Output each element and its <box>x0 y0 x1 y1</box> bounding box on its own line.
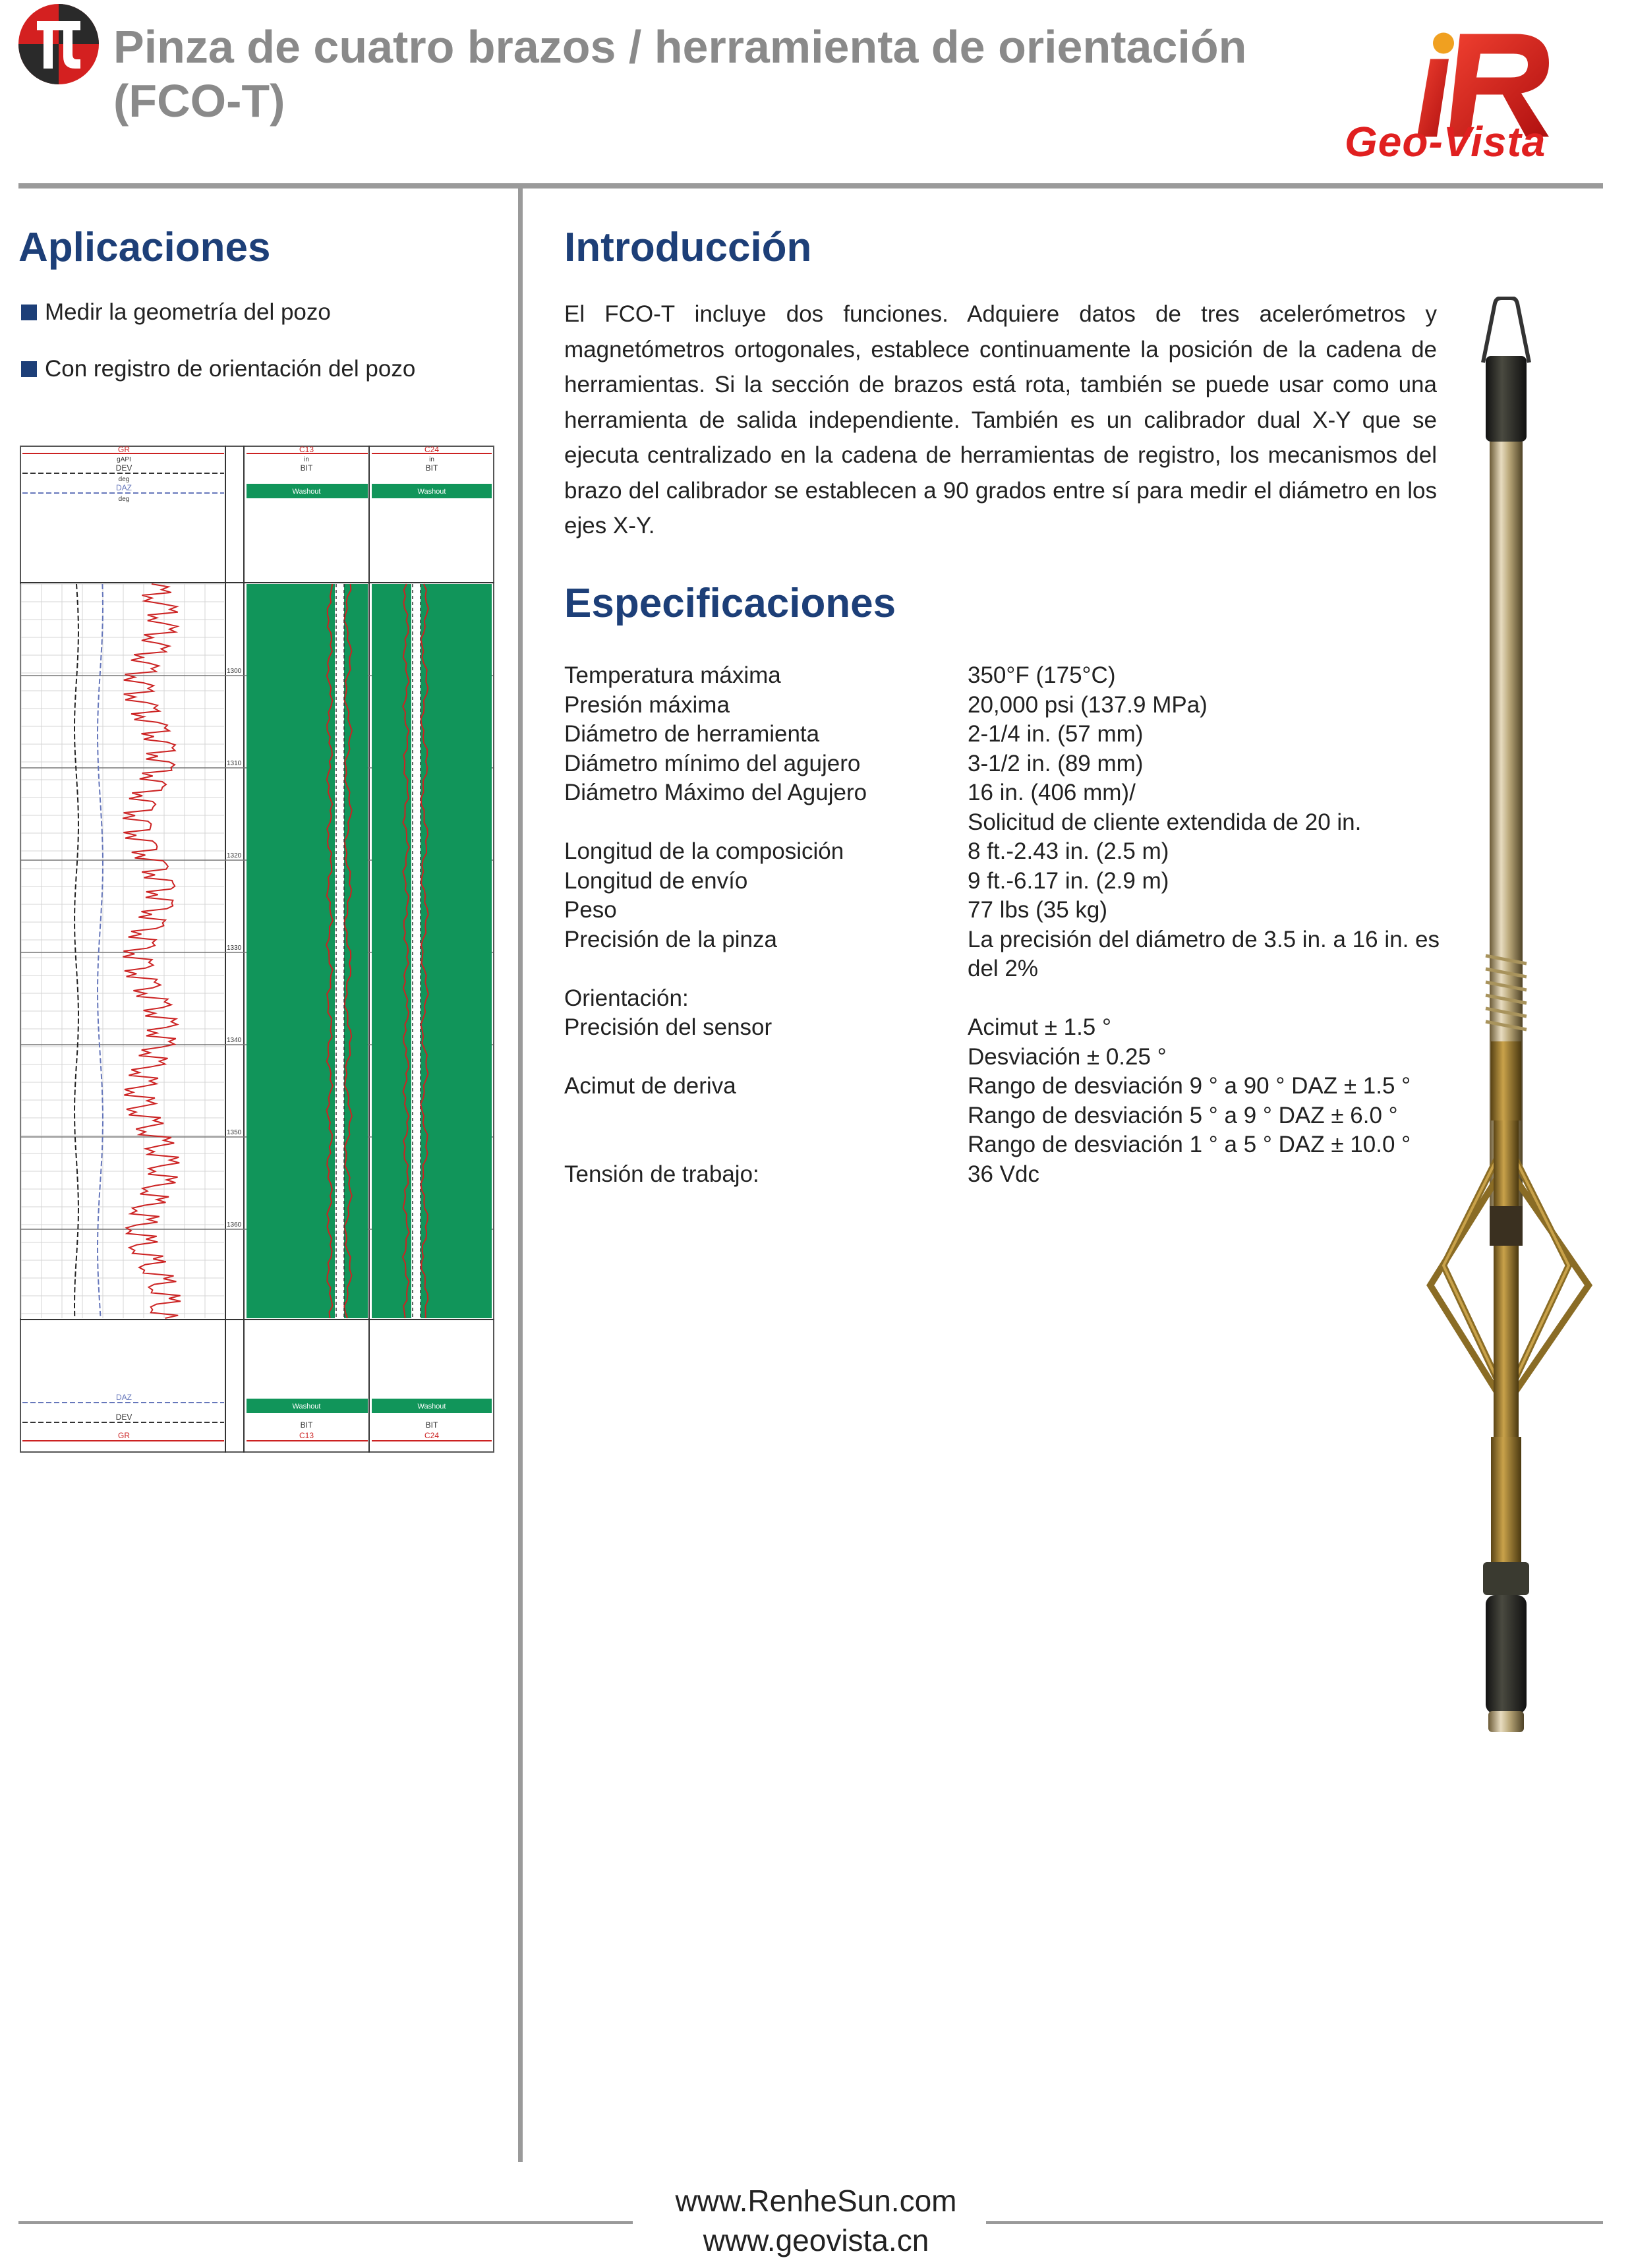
spec-label: Orientación: <box>564 985 689 1011</box>
log-depth-label: 1300 <box>227 668 242 675</box>
spec-label: Longitud de la composición <box>564 838 844 864</box>
spec-label: Diámetro Máximo del Agujero <box>564 780 867 805</box>
spec-label: Diámetro de herramienta <box>564 721 820 747</box>
application-item <box>21 299 331 326</box>
spec-value: 9 ft.-6.17 in. (2.9 m) <box>968 867 1169 894</box>
log-curve-c13-bottom: C13 <box>299 1431 314 1440</box>
spec-value: 350°F (175°C) <box>968 662 1116 688</box>
header-divider <box>18 183 1603 189</box>
spec-row <box>564 1013 1474 1043</box>
footer-divider-right <box>986 2221 1603 2224</box>
spec-row <box>564 778 1474 808</box>
spec-label: Temperatura máxima <box>564 662 781 688</box>
spec-label: Peso <box>564 897 617 923</box>
log-depth-label: 1350 <box>227 1129 242 1136</box>
log-unit-daz: deg <box>118 496 130 503</box>
spec-row <box>564 984 1474 1014</box>
log-bit-c13: BIT <box>300 463 313 473</box>
log-curve-daz: DAZ <box>116 483 132 492</box>
footer-link-renhesun[interactable]: www.RenheSun.com <box>675 2184 957 2218</box>
spec-row <box>564 749 1474 779</box>
log-curve-gr: GR <box>118 446 130 454</box>
spec-label: Tensión de trabajo: <box>564 1161 759 1187</box>
spec-label <box>564 1130 968 1160</box>
introduction-heading: Introducción <box>564 225 812 270</box>
spec-row <box>564 808 1474 838</box>
spec-row <box>564 1160 1474 1190</box>
spec-row <box>564 954 1474 984</box>
spec-label <box>564 1043 968 1072</box>
spec-value: 2-1/4 in. (57 mm) <box>968 721 1144 747</box>
applications-heading: Aplicaciones <box>18 225 271 270</box>
spec-label <box>564 808 968 838</box>
spec-label: Precisión del sensor <box>564 1014 772 1040</box>
log-depth-label: 1310 <box>227 760 242 767</box>
spec-value: La precisión del diámetro de 3.5 in. a 16 in. es <box>968 926 1440 952</box>
log-fill-label: Washout <box>417 1403 446 1410</box>
log-bit-c24: BIT <box>425 463 438 473</box>
specifications-table <box>564 661 1474 1189</box>
spec-row <box>564 1072 1474 1101</box>
title-line-2: (FCO-T) <box>113 75 285 127</box>
spec-value: Rango de desviación 1 ° a 5 ° DAZ ± 10.0 ° <box>968 1132 1411 1157</box>
log-curve-c13: C13 <box>299 446 314 454</box>
spec-value: Desviación ± 0.25 ° <box>968 1043 1167 1070</box>
spec-label: Acimut de deriva <box>564 1073 736 1099</box>
log-curve-dev: DEV <box>115 463 132 473</box>
title-line-1: Pinza de cuatro brazos / herramienta de orientación <box>113 21 1247 73</box>
log-curve-daz-bottom: DAZ <box>116 1393 132 1402</box>
spec-label: Diámetro mínimo del agujero <box>564 750 861 776</box>
log-unit-dev: deg <box>118 476 130 483</box>
application-item-label: Con registro de orientación del pozo <box>45 356 416 382</box>
spec-value: 16 in. (406 mm)/ <box>968 780 1136 805</box>
application-item-label: Medir la geometría del pozo <box>45 299 331 325</box>
bullet-square-icon <box>21 305 37 320</box>
spec-value: del 2% <box>968 956 1039 981</box>
page-title <box>113 20 1300 128</box>
spec-row <box>564 1130 1474 1160</box>
spec-value <box>968 984 1455 1014</box>
spec-value: 36 Vdc <box>968 1161 1039 1187</box>
log-washout-fill <box>372 584 492 1318</box>
spec-label <box>564 1101 968 1131</box>
specifications-heading: Especificaciones <box>564 581 896 626</box>
spec-row <box>564 691 1474 720</box>
spec-row <box>564 720 1474 749</box>
spec-value: 8 ft.-2.43 in. (2.5 m) <box>968 838 1169 864</box>
log-bit-c24-bottom: BIT <box>425 1420 438 1430</box>
spec-row <box>564 661 1474 691</box>
log-curve-c24: C24 <box>424 446 440 454</box>
log-depth-label: 1330 <box>227 945 242 952</box>
spec-label <box>564 954 968 984</box>
column-divider <box>518 189 523 2162</box>
application-item <box>21 356 415 382</box>
spec-row <box>564 837 1474 867</box>
log-unit-c13: in <box>304 456 309 463</box>
introduction-text: El FCO-T incluye dos funciones. Adquiere datos de tres acelerómetros y magnetómetros ortogonales, establece continuamente la posición de la cadena de herramientas. Si la sección de brazos está rota, también se puede usar como una herramienta de salida independiente. También es un calibrador dual X-Y que se ejecuta centralizado en la cadena de herramientas de registro, los mecanismos del brazo del calibrador se establecen a 90 grados entre sí para medir el diámetro en los ejes X-Y. <box>564 301 1437 538</box>
spec-row <box>564 1101 1474 1131</box>
log-washout-fill <box>247 584 368 1318</box>
footer-link-geovista[interactable]: www.geovista.cn <box>703 2223 929 2257</box>
log-depth-label: 1320 <box>227 852 242 859</box>
log-curve-gr-bottom: GR <box>118 1431 130 1440</box>
spec-row <box>564 896 1474 925</box>
log-depth-label: 1340 <box>227 1037 242 1044</box>
log-fill-label: Washout <box>292 488 321 496</box>
spec-value: Rango de desviación 9 ° a 90 ° DAZ ± 1.5 ° <box>968 1073 1411 1099</box>
brand-name: Geo-Vista <box>1345 118 1546 165</box>
bullet-square-icon <box>21 361 37 377</box>
log-fill-label: Washout <box>292 1403 321 1410</box>
spec-value: 20,000 psi (137.9 MPa) <box>968 691 1208 718</box>
company-logo-icon <box>17 3 100 86</box>
log-bit-c13-bottom: BIT <box>300 1420 313 1430</box>
log-curve-c24-bottom: C24 <box>424 1431 440 1440</box>
spec-row <box>564 867 1474 896</box>
spec-label: Precisión de la pinza <box>564 926 777 952</box>
spec-value: Rango de desviación 5 ° a 9 ° DAZ ± 6.0 ° <box>968 1102 1398 1128</box>
well-log-chart <box>20 446 494 1453</box>
log-fill-label: Washout <box>417 488 446 496</box>
footer-divider-left <box>18 2221 633 2224</box>
log-unit-gr: gAPI <box>117 456 131 463</box>
spec-value: 77 lbs (35 kg) <box>968 897 1108 923</box>
spec-row <box>564 925 1474 955</box>
fco-t-tool-image <box>1417 297 1602 1740</box>
spec-label: Presión máxima <box>564 691 730 718</box>
spec-value: Solicitud de cliente extendida de 20 in. <box>968 809 1362 835</box>
log-unit-c24: in <box>429 456 434 463</box>
spec-label: Longitud de envío <box>564 867 748 894</box>
spec-value: 3-1/2 in. (89 mm) <box>968 750 1144 776</box>
spec-row <box>564 1043 1474 1072</box>
spec-value: Acimut ± 1.5 ° <box>968 1014 1111 1040</box>
log-curve-dev-bottom: DEV <box>115 1412 132 1422</box>
log-depth-label: 1360 <box>227 1221 242 1229</box>
